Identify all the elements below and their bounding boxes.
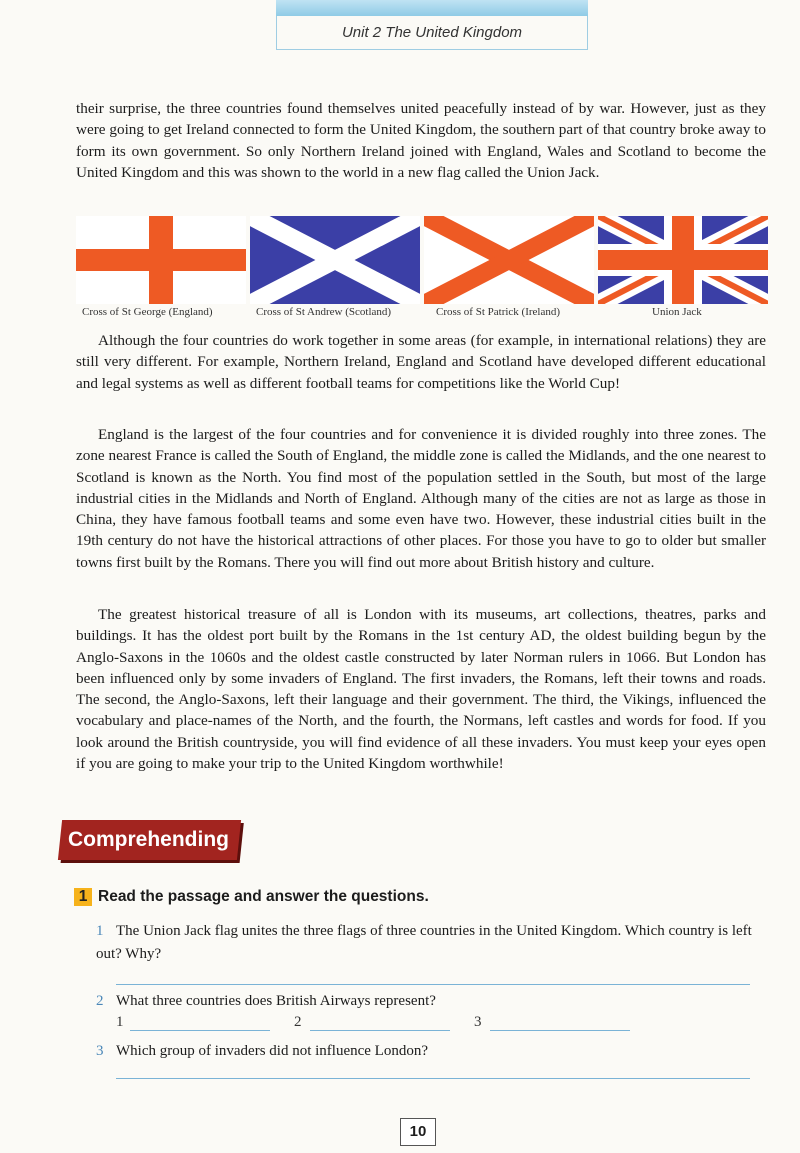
task-number-badge: 1 — [74, 888, 92, 906]
passage-paragraph: The greatest historical treasure of all is London with its museums, art collections, theatres, parks and buildings. It has the oldest port built by the Romans in the 1st century AD, the oldest building begun by the Anglo-Saxons in the 1060s and the oldest castle constructed by later Norman rulers in 1066. But London has been influenced only by some invaders of England. The first invaders, the Romans, left their towns and roads. The second, the Anglo-Saxons, left their language and their government. The third, the Vikings, influenced the vocabulary and place-names of the North, and the fourth, the Normans, left castles and words for food. If you look around the British countryside, you will find evidence of all these invaders. You must keep your eyes open if you are going to make your trip to the United Kingdom worthwhile! — [76, 606, 766, 773]
blank-number: 3 — [474, 1014, 482, 1030]
answer-line[interactable] — [130, 1030, 270, 1031]
passage-paragraph: their surprise, the three countries found themselves united peacefully instead of by war. However, just as they were going to get Ireland connected to form the United Kingdom, the southern part of that country broke away to form its own government. So only Northern Ireland joined with England, Wales and Scotland to become the United Kingdom and this was shown to the world in a new flag called the Union Jack. — [76, 100, 766, 181]
flag-caption: Cross of St Andrew (Scotland) — [256, 306, 392, 318]
question: 1 The Union Jack flag unites the three flags of three countries in the United Kingdom. Which country is left out? Why? — [96, 923, 752, 962]
task-heading — [74, 888, 429, 906]
blank-number: 1 — [116, 1014, 124, 1030]
header-decor-band — [276, 0, 588, 16]
task-title: Read the passage and answer the questions. — [98, 888, 429, 905]
answer-line[interactable] — [116, 984, 750, 985]
answer-line[interactable] — [310, 1030, 450, 1031]
answer-line[interactable] — [490, 1030, 630, 1031]
flag-caption: Union Jack — [652, 306, 702, 318]
unit-title: Unit 2 The United Kingdom — [276, 16, 588, 50]
flag-caption: Cross of St Patrick (Ireland) — [436, 306, 561, 318]
flag-caption: Cross of St George (England) — [82, 306, 213, 318]
blank-number: 2 — [294, 1014, 302, 1030]
passage-paragraph: Although the four countries do work together in some areas (for example, in international relations) they are still very different. For example, Northern Ireland, England and Scotland have developed different educational and legal systems as well as different football teams for competitions like the World Cup! — [76, 332, 766, 392]
answer-line[interactable] — [116, 1078, 750, 1079]
section-heading: Comprehending — [58, 820, 241, 860]
flag-row — [76, 216, 768, 308]
page-number: 10 — [400, 1118, 436, 1146]
question: 3 Which group of invaders did not influence London? — [96, 1043, 428, 1059]
union-jack-flag — [598, 216, 768, 304]
st-patrick-flag — [424, 216, 594, 304]
st-andrew-flag — [250, 216, 420, 304]
passage-paragraph: England is the largest of the four countries and for convenience it is divided roughly into three zones. The zone nearest France is called the South of England, the middle zone is called the Midlands, and the one nearest to Scotland is known as the North. You find most of the population settled in the South, but most of the large industrial cities in the Midlands and North of England. Although many of the cities are not as large as those in China, they have famous football teams and some even have two. However, these industrial cities built in the 19th century do not have the historical attractions of other places. For those you have to go to older but smaller towns first built by the Romans. There you will find out more about British history and culture. — [76, 426, 766, 571]
question: 2 What three countries does British Airways represent? — [96, 993, 436, 1009]
st-george-flag — [76, 216, 246, 304]
